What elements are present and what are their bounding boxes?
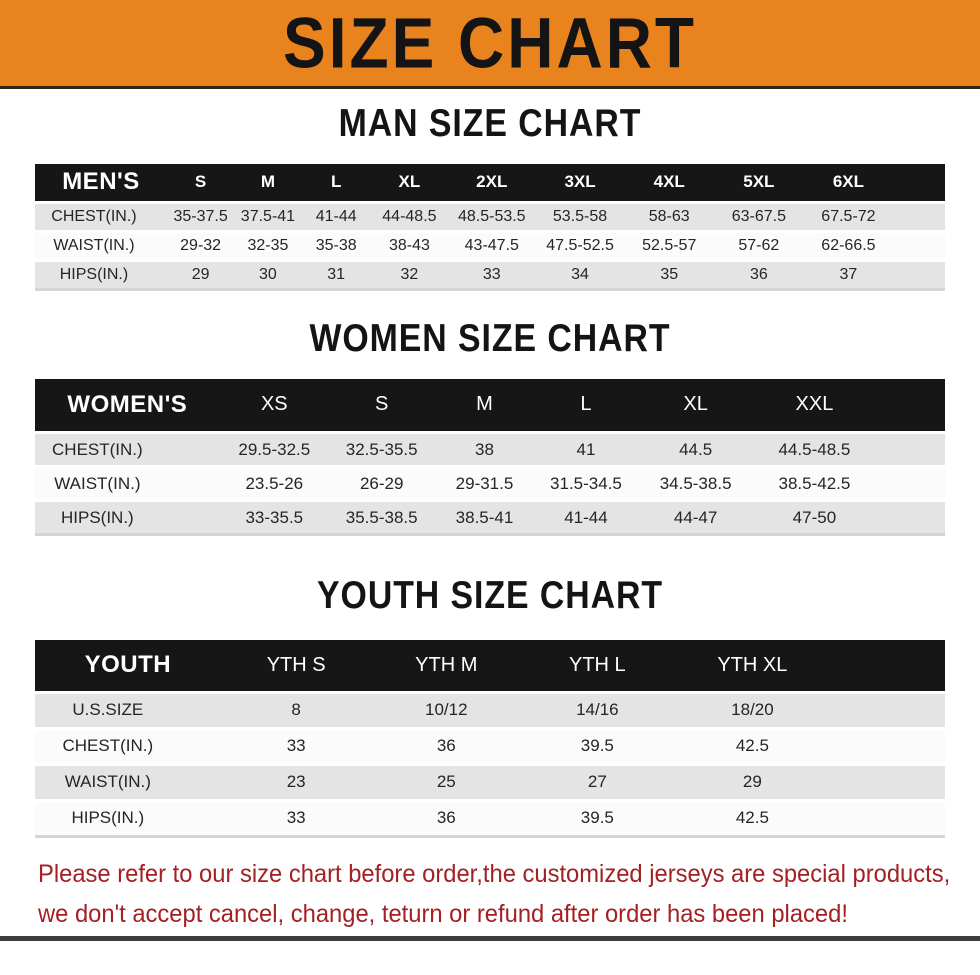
cell: 34.5-38.5	[637, 467, 753, 501]
men-header-row	[35, 164, 945, 202]
cell: 33	[448, 260, 535, 289]
cell: 35-37.5	[167, 202, 234, 231]
cell: 42.5	[674, 728, 945, 764]
cell: 38.5-42.5	[754, 467, 945, 501]
men-col-xl: XL	[371, 164, 448, 202]
cell: 31	[302, 260, 371, 289]
youth-size-table	[35, 640, 945, 838]
men-col-l: L	[302, 164, 371, 202]
youth-ussize-row	[35, 692, 945, 728]
men-col-3xl: 3XL	[535, 164, 624, 202]
man-section-heading	[0, 102, 980, 144]
cell: 35-38	[302, 231, 371, 260]
cell: 33	[221, 800, 372, 836]
cell: 48.5-53.5	[448, 202, 535, 231]
cell: 43-47.5	[448, 231, 535, 260]
cell: 42.5	[674, 800, 945, 836]
youth-section-heading	[0, 574, 980, 616]
youth-corner-label: YOUTH	[35, 640, 221, 692]
youth-col-xl: YTH XL	[674, 640, 945, 692]
women-hips-row	[35, 501, 945, 535]
row-label: HIPS(IN.)	[35, 260, 167, 289]
row-label: HIPS(IN.)	[35, 501, 220, 535]
cell: 58-63	[625, 202, 714, 231]
cell: 44-47	[637, 501, 753, 535]
cell: 44.5	[637, 433, 753, 467]
cell: 52.5-57	[625, 231, 714, 260]
cell: 57-62	[714, 231, 804, 260]
cell: 14/16	[521, 692, 674, 728]
cell: 30	[234, 260, 301, 289]
cell: 53.5-58	[535, 202, 624, 231]
cell: 29-32	[167, 231, 234, 260]
women-col-m: M	[434, 379, 534, 433]
man-heading-text: MAN SIZE CHART	[338, 100, 642, 145]
footer-disclaimer	[38, 854, 980, 934]
row-label: WAIST(IN.)	[35, 467, 220, 501]
cell: 32	[371, 260, 448, 289]
youth-heading-text: YOUTH SIZE CHART	[317, 572, 663, 617]
cell: 63-67.5	[714, 202, 804, 231]
youth-col-s: YTH S	[221, 640, 372, 692]
row-label: CHEST(IN.)	[35, 433, 220, 467]
men-col-5xl: 5XL	[714, 164, 804, 202]
women-col-l: L	[535, 379, 638, 433]
cell: 37	[804, 260, 945, 289]
women-chest-row	[35, 433, 945, 467]
size-chart-banner	[0, 0, 980, 89]
cell: 36	[372, 728, 521, 764]
cell: 34	[535, 260, 624, 289]
cell: 67.5-72	[804, 202, 945, 231]
women-header-row	[35, 379, 945, 433]
cell: 41	[535, 433, 638, 467]
cell: 26-29	[329, 467, 435, 501]
youth-col-l: YTH L	[521, 640, 674, 692]
men-col-s: S	[167, 164, 234, 202]
women-col-xxl: XXL	[754, 379, 945, 433]
row-label: CHEST(IN.)	[35, 728, 221, 764]
cell: 33-35.5	[220, 501, 329, 535]
cell: 41-44	[535, 501, 638, 535]
men-hips-row	[35, 260, 945, 289]
women-section-heading	[0, 314, 980, 360]
women-col-s: S	[329, 379, 435, 433]
cell: 38.5-41	[434, 501, 534, 535]
cell: 36	[372, 800, 521, 836]
men-col-2xl: 2XL	[448, 164, 535, 202]
cell: 62-66.5	[804, 231, 945, 260]
cell: 39.5	[521, 728, 674, 764]
cell: 35	[625, 260, 714, 289]
youth-header-row	[35, 640, 945, 692]
row-label: WAIST(IN.)	[35, 231, 167, 260]
cell: 32.5-35.5	[329, 433, 435, 467]
men-waist-row	[35, 231, 945, 260]
cell: 32-35	[234, 231, 301, 260]
men-size-table	[35, 164, 945, 291]
youth-col-m: YTH M	[372, 640, 521, 692]
cell: 29	[167, 260, 234, 289]
women-col-xl: XL	[637, 379, 753, 433]
banner-title: SIZE CHART	[283, 2, 697, 84]
cell: 18/20	[674, 692, 945, 728]
cell: 27	[521, 764, 674, 800]
women-heading-text: WOMEN SIZE CHART	[309, 314, 671, 360]
cell: 8	[221, 692, 372, 728]
row-label: CHEST(IN.)	[35, 202, 167, 231]
men-col-4xl: 4XL	[625, 164, 714, 202]
cell: 37.5-41	[234, 202, 301, 231]
cell: 38	[434, 433, 534, 467]
row-label: U.S.SIZE	[35, 692, 221, 728]
men-col-6xl: 6XL	[804, 164, 945, 202]
cell: 35.5-38.5	[329, 501, 435, 535]
cell: 33	[221, 728, 372, 764]
footer-line-2: we don't accept cancel, change, teturn or refund after order has been placed!	[38, 899, 848, 928]
cell: 39.5	[521, 800, 674, 836]
cell: 31.5-34.5	[535, 467, 638, 501]
cell: 44.5-48.5	[754, 433, 945, 467]
row-label: HIPS(IN.)	[35, 800, 221, 836]
youth-chest-row	[35, 728, 945, 764]
cell: 29	[674, 764, 945, 800]
cell: 10/12	[372, 692, 521, 728]
cell: 29.5-32.5	[220, 433, 329, 467]
women-size-table	[35, 379, 945, 537]
cell: 41-44	[302, 202, 371, 231]
cell: 38-43	[371, 231, 448, 260]
cell: 47.5-52.5	[535, 231, 624, 260]
cell: 23.5-26	[220, 467, 329, 501]
cell: 23	[221, 764, 372, 800]
youth-hips-row	[35, 800, 945, 836]
cell: 36	[714, 260, 804, 289]
women-col-xs: XS	[220, 379, 329, 433]
men-corner-label: MEN'S	[35, 164, 167, 202]
row-label: WAIST(IN.)	[35, 764, 221, 800]
footer-line-1: Please refer to our size chart before order,the customized jerseys are special products,	[38, 859, 951, 888]
men-col-m: M	[234, 164, 301, 202]
youth-waist-row	[35, 764, 945, 800]
cell: 44-48.5	[371, 202, 448, 231]
women-corner-label: WOMEN'S	[35, 379, 220, 433]
women-waist-row	[35, 467, 945, 501]
bottom-divider-bar	[0, 936, 980, 941]
cell: 29-31.5	[434, 467, 534, 501]
cell: 25	[372, 764, 521, 800]
men-chest-row	[35, 202, 945, 231]
cell: 47-50	[754, 501, 945, 535]
